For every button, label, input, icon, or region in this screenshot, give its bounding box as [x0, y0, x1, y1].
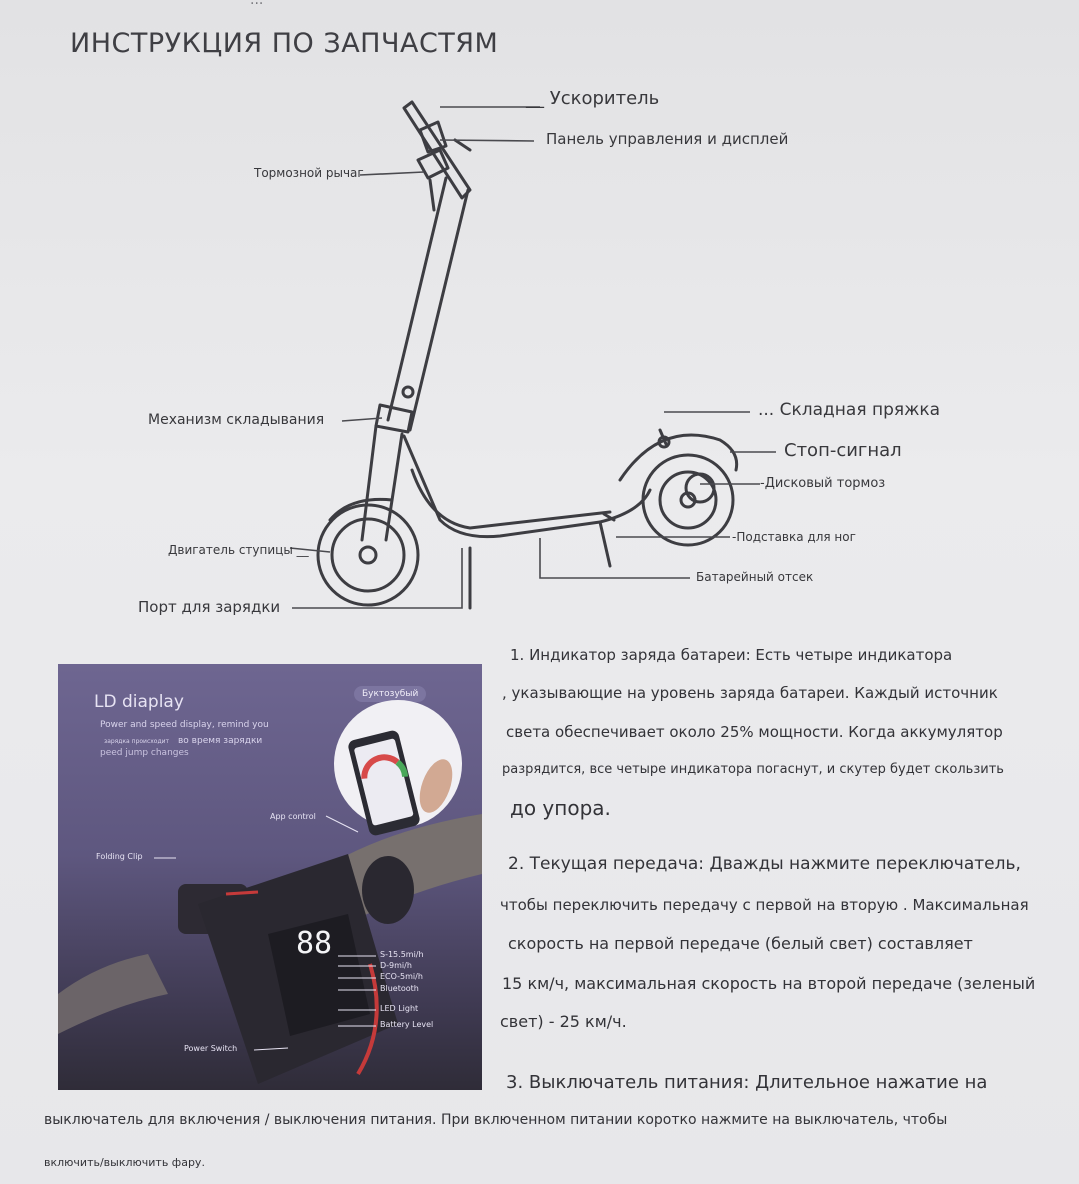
label-footrest: -Подставка для ног	[732, 530, 856, 544]
paragraph-line-6: 2. Текущая передача: Дважды нажмите переключатель,	[508, 854, 1021, 874]
page-title: ИНСТРУКЦИЯ ПО ЗАПЧАСТЯМ	[70, 28, 499, 59]
label-control-panel: Панель управления и дисплей	[546, 130, 789, 148]
label-battery-compartment: Батарейный отсек	[696, 570, 814, 584]
legend-battery-level: Battery Level	[380, 1020, 434, 1029]
paragraph-line-10: свет) - 25 км/ч.	[500, 1012, 627, 1031]
panel-subtitle-ru: во время зарядки	[178, 736, 263, 746]
panel-heading: LD diaplay	[94, 692, 184, 712]
paragraph-line-5: до упора.	[510, 796, 611, 820]
paragraph-line-9: 15 км/ч, максимальная скорость на второй передаче (зеленый	[502, 974, 1036, 993]
display-photo-panel	[58, 664, 482, 1090]
legend-bluetooth: Bluetooth	[380, 984, 419, 993]
paragraph-line-8: скорость на первой передаче (белый свет) составляет	[508, 934, 973, 953]
legend-speed-d: D-9mi/h	[380, 961, 412, 970]
legend-speed-eco: ECO-5mi/h	[380, 972, 423, 981]
paragraph-line-11: 3. Выключатель питания: Длительное нажатие на	[506, 1072, 988, 1093]
label-folding-clip: Folding Clip	[96, 852, 143, 861]
label-disc-brake: -Дисковый тормоз	[760, 476, 886, 491]
label-hub-motor: Двигатель ступицы __	[168, 543, 309, 557]
panel-badge: Буктозубый	[354, 686, 426, 702]
panel-subtitle-3: peed jump changes	[100, 748, 189, 758]
paragraph-line-13: включить/выключить фару.	[44, 1156, 205, 1169]
label-power-switch: Power Switch	[184, 1044, 238, 1053]
paragraph-line-4: разрядится, все четыре индикатора погаснут, и скутер будет скользить	[502, 762, 1004, 777]
paragraph-line-3: света обеспечивает около 25% мощности. Когда аккумулятор	[506, 723, 1003, 741]
legend-led-light: LED Light	[380, 1004, 419, 1013]
paragraph-line-12: выключатель для включения / выключения питания. При включенном питании коротко нажмите на выключатель, чтобы	[44, 1112, 948, 1128]
label-folding-buckle: ... Складная пряжка	[758, 400, 941, 420]
brake-lever	[430, 180, 434, 210]
label-charging-port: Порт для зарядки	[138, 598, 281, 616]
rear-wheel	[643, 455, 733, 545]
speed-digits: 88	[296, 926, 333, 961]
legend-speed-s: S-15.5mi/h	[380, 950, 424, 959]
label-app-control: App control	[270, 812, 316, 821]
label-folding-mechanism: Механизм складывания	[148, 412, 325, 428]
paragraph-line-7: чтобы переключить передачу с первой на вторую . Максимальная	[500, 896, 1029, 914]
throttle-block	[420, 122, 446, 152]
steering-stem	[388, 178, 468, 430]
label-brake-lever: Тормозной рычаг	[254, 166, 364, 180]
panel-subtitle-small: зарядка происходит	[104, 738, 170, 745]
cropped-top-text: ...	[250, 0, 264, 8]
label-accelerator: __ Ускоритель	[526, 88, 660, 109]
paragraph-line-2: , указывающие на уровень заряда батареи. Каждый источник	[502, 684, 998, 702]
brake-lever-block	[418, 150, 448, 178]
panel-subtitle-1: Power and speed display, remind you	[100, 720, 269, 730]
label-stop-signal: Стоп-сигнал	[784, 440, 902, 461]
paragraph-line-1: 1. Индикатор заряда батареи: Есть четыре индикатора	[510, 646, 953, 664]
